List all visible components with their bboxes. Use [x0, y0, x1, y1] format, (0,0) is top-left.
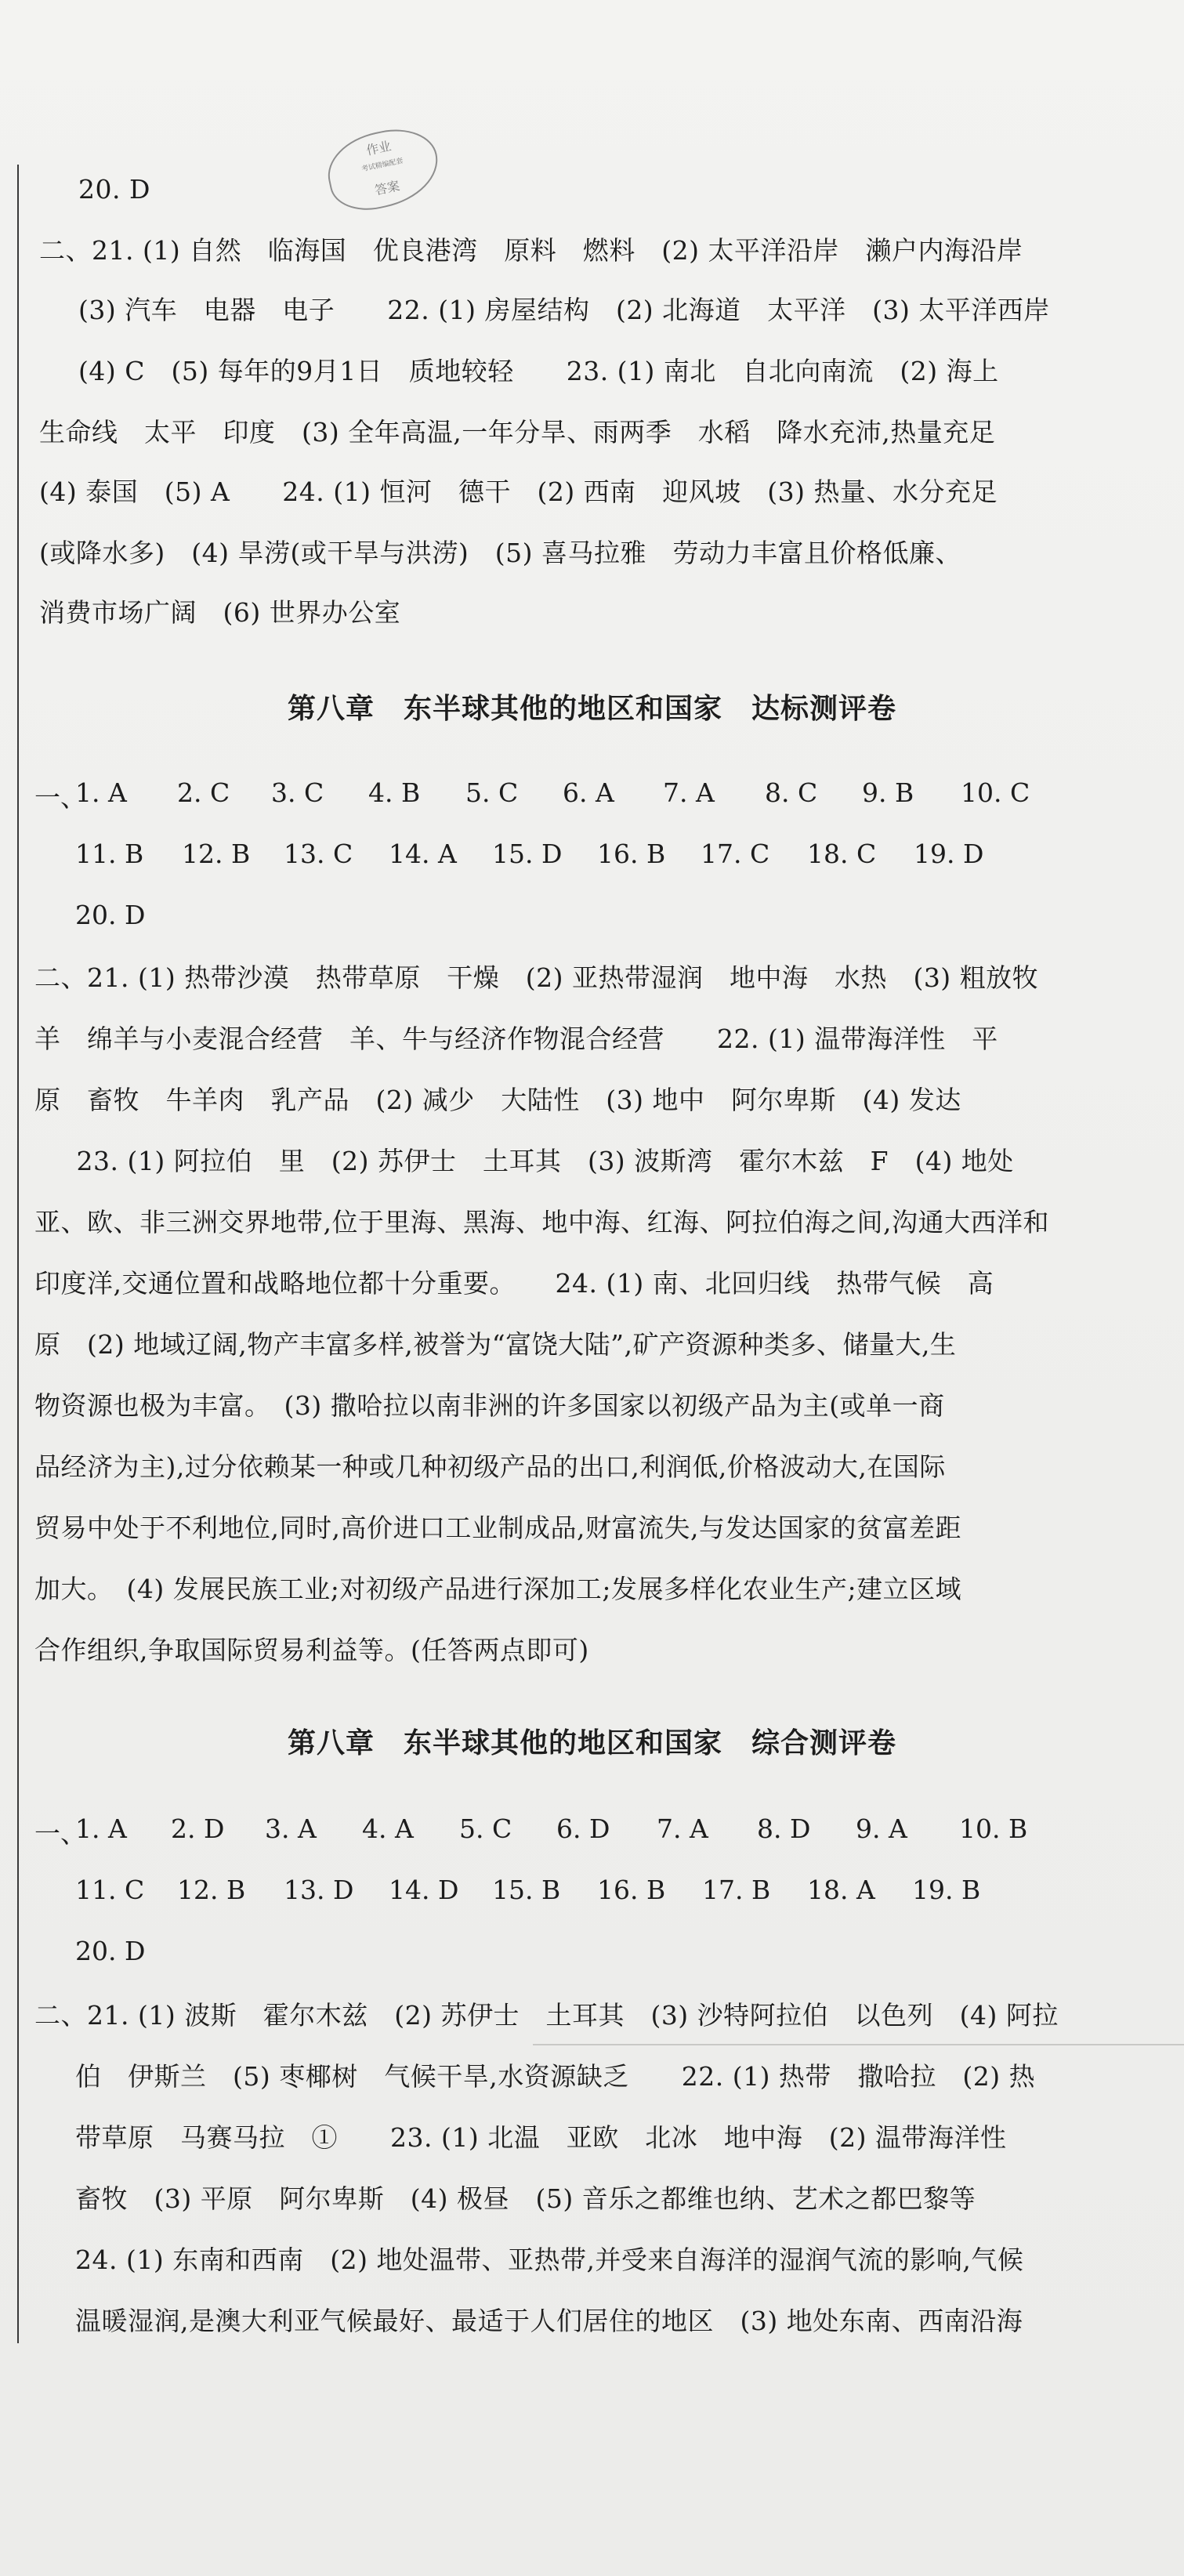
answer-item: 8. C — [765, 777, 818, 808]
section2-mc-row-2 — [0, 1875, 1184, 1906]
section2-line-3: 畜牧 (3) 平原 阿尔卑斯 (4) 极昼 (5) 音乐之都维也纳、艺术之都巴黎等 — [75, 2183, 976, 2214]
answer-item: 5. C — [459, 1813, 512, 1844]
section2-mc-row-3 — [0, 1936, 1184, 1967]
stamp-line-3: 答案 — [373, 178, 401, 198]
answer-item: 15. D — [492, 839, 563, 869]
margin-rule — [17, 165, 19, 2343]
section2-mc-prefix: 一、 — [34, 1818, 86, 1849]
answer-item: 12. B — [182, 839, 251, 869]
answer-item: 17. C — [701, 839, 770, 869]
answer-item: 20. D — [75, 900, 146, 930]
bleed-through-line — [533, 2044, 1184, 2045]
section2-line-1: 伯 伊斯兰 (5) 枣椰树 气候干旱,水资源缺乏 22. (1) 热带 撒哈拉 (2) 热 — [75, 2061, 1036, 2092]
top-line-7: 消费市场广阔 (6) 世界办公室 — [39, 597, 401, 628]
section2-line-2: 带草原 马赛马拉 ① 23. (1) 北温 亚欧 北冰 地中海 (2) 温带海洋性 — [75, 2122, 1007, 2153]
answer-item: 14. A — [389, 839, 457, 869]
section1-mc-row-3 — [0, 900, 1184, 931]
answer-item: 8. D — [757, 1813, 811, 1844]
top-line-0: 20. D — [78, 174, 150, 205]
section2-title: 第八章 东半球其他的地区和国家 综合测评卷 — [287, 1727, 896, 1759]
section1-line-8: 品经济为主),过分依赖某一种或几种初级产品的出口,利润低,价格波动大,在国际 — [34, 1451, 946, 1482]
top-line-4: 生命线 太平 印度 (3) 全年高温,一年分旱、雨两季 水稻 降水充沛,热量充足 — [39, 417, 996, 447]
section1-mc-row-1 — [0, 777, 1184, 813]
section2-mc-row-1 — [0, 1813, 1184, 1849]
top-line-1: 二、21. (1) 自然 临海国 优良港湾 原料 燃料 (2) 太平洋沿岸 濑户内海沿岸 — [39, 235, 1023, 266]
answer-item: 5. C — [465, 777, 519, 808]
section1-line-2: 原 畜牧 牛羊肉 乳产品 (2) 减少 大陆性 (3) 地中 阿尔卑斯 (4) 发达 — [34, 1085, 961, 1115]
answer-item: 2. C — [177, 777, 230, 808]
answer-item: 10. B — [959, 1813, 1028, 1844]
answer-item: 11. B — [75, 839, 144, 869]
top-line-3: (4) C (5) 每年的9月1日 质地较轻 23. (1) 南北 自北向南流 (2) 海上 — [78, 356, 999, 386]
section1-line-1: 羊 绵羊与小麦混合经营 羊、牛与经济作物混合经营 22. (1) 温带海洋性 平 — [34, 1024, 998, 1054]
stamp-line-2: 考试精编配套 — [360, 157, 404, 174]
section1-mc-prefix: 一、 — [34, 782, 86, 813]
section2-line-0: 二、21. (1) 波斯 霍尔木兹 (2) 苏伊士 土耳其 (3) 沙特阿拉伯 以色列 (4) 阿拉 — [34, 2000, 1059, 2031]
section1-line-6: 原 (2) 地域辽阔,物产丰富多样,被誉为“富饶大陆”,矿产资源种类多、储量大,生 — [34, 1329, 957, 1360]
answer-item: 7. A — [663, 777, 715, 808]
answer-item: 13. D — [284, 1875, 354, 1905]
answer-item: 4. A — [362, 1813, 414, 1844]
answer-item: 2. D — [171, 1813, 225, 1844]
answer-item: 7. A — [657, 1813, 708, 1844]
answer-item: 16. B — [597, 1875, 666, 1905]
section1-line-5: 印度洋,交通位置和战略地位都十分重要。 24. (1) 南、北回归线 热带气候 高 — [34, 1268, 994, 1299]
section1-mc-row-2 — [0, 839, 1184, 870]
section1-line-9: 贸易中处于不利地位,同时,高价进口工业制成品,财富流失,与发达国家的贫富差距 — [34, 1513, 961, 1543]
top-line-2: (3) 汽车 电器 电子 22. (1) 房屋结构 (2) 北海道 太平洋 (3) 太平洋西岸 — [78, 295, 1050, 325]
answer-item: 11. C — [75, 1875, 145, 1905]
answer-item: 18. A — [807, 1875, 875, 1905]
answer-item: 6. D — [556, 1813, 610, 1844]
answer-item: 17. B — [702, 1875, 771, 1905]
answer-item: 14. D — [389, 1875, 459, 1905]
section1-line-4: 亚、欧、非三洲交界地带,位于里海、黑海、地中海、红海、阿拉伯海之间,沟通大西洋和 — [34, 1207, 1049, 1237]
section2-line-5: 温暖湿润,是澳大利亚气候最好、最适于人们居住的地区 (3) 地处东南、西南沿海 — [75, 2306, 1023, 2336]
answer-item: 3. A — [265, 1813, 317, 1844]
section2-line-4: 24. (1) 东南和西南 (2) 地处温带、亚热带,并受来自海洋的湿润气流的影响,气候 — [75, 2244, 1024, 2275]
answer-item: 9. A — [856, 1813, 907, 1844]
top-line-6: (或降水多) (4) 旱涝(或干旱与洪涝) (5) 喜马拉雅 劳动力丰富且价格低廉、 — [39, 538, 961, 568]
top-line-5: (4) 泰国 (5) A 24. (1) 恒河 德干 (2) 西南 迎风坡 (3) 热量、水分充足 — [39, 476, 998, 507]
answer-item: 3. C — [271, 777, 324, 808]
section1-line-3: 23. (1) 阿拉伯 里 (2) 苏伊士 土耳其 (3) 波斯湾 霍尔木兹 F (4) 地处 — [50, 1146, 1014, 1176]
answer-item: 20. D — [75, 1936, 146, 1966]
answer-item: 16. B — [597, 839, 666, 869]
answer-item: 13. C — [284, 839, 353, 869]
section1-line-11: 合作组织,争取国际贸易利益等。(任答两点即可) — [34, 1635, 589, 1665]
answer-item: 9. B — [862, 777, 914, 808]
section1-line-10: 加大。 (4) 发展民族工业;对初级产品进行深加工;发展多样化农业生产;建立区域 — [34, 1574, 962, 1604]
answer-item: 19. B — [912, 1875, 981, 1905]
answer-item: 6. A — [563, 777, 614, 808]
homework-stamp — [321, 121, 446, 217]
answer-item: 19. D — [914, 839, 984, 869]
answer-item: 10. C — [961, 777, 1030, 808]
stamp-line-1: 作业 — [364, 138, 393, 158]
section1-title: 第八章 东半球其他的地区和国家 达标测评卷 — [287, 693, 896, 725]
section1-line-7: 物资源也极为丰富。 (3) 撒哈拉以南非洲的许多国家以初级产品为主(或单一商 — [34, 1390, 945, 1421]
answer-item: 4. B — [368, 777, 421, 808]
answer-item: 1. A — [75, 1813, 127, 1844]
answer-item: 15. B — [492, 1875, 561, 1905]
answer-item: 18. C — [807, 839, 877, 869]
answer-item: 12. B — [177, 1875, 246, 1905]
answer-item: 1. A — [75, 777, 127, 808]
section1-line-0: 二、21. (1) 热带沙漠 热带草原 干燥 (2) 亚热带湿润 地中海 水热 (3) 粗放牧 — [34, 962, 1039, 993]
